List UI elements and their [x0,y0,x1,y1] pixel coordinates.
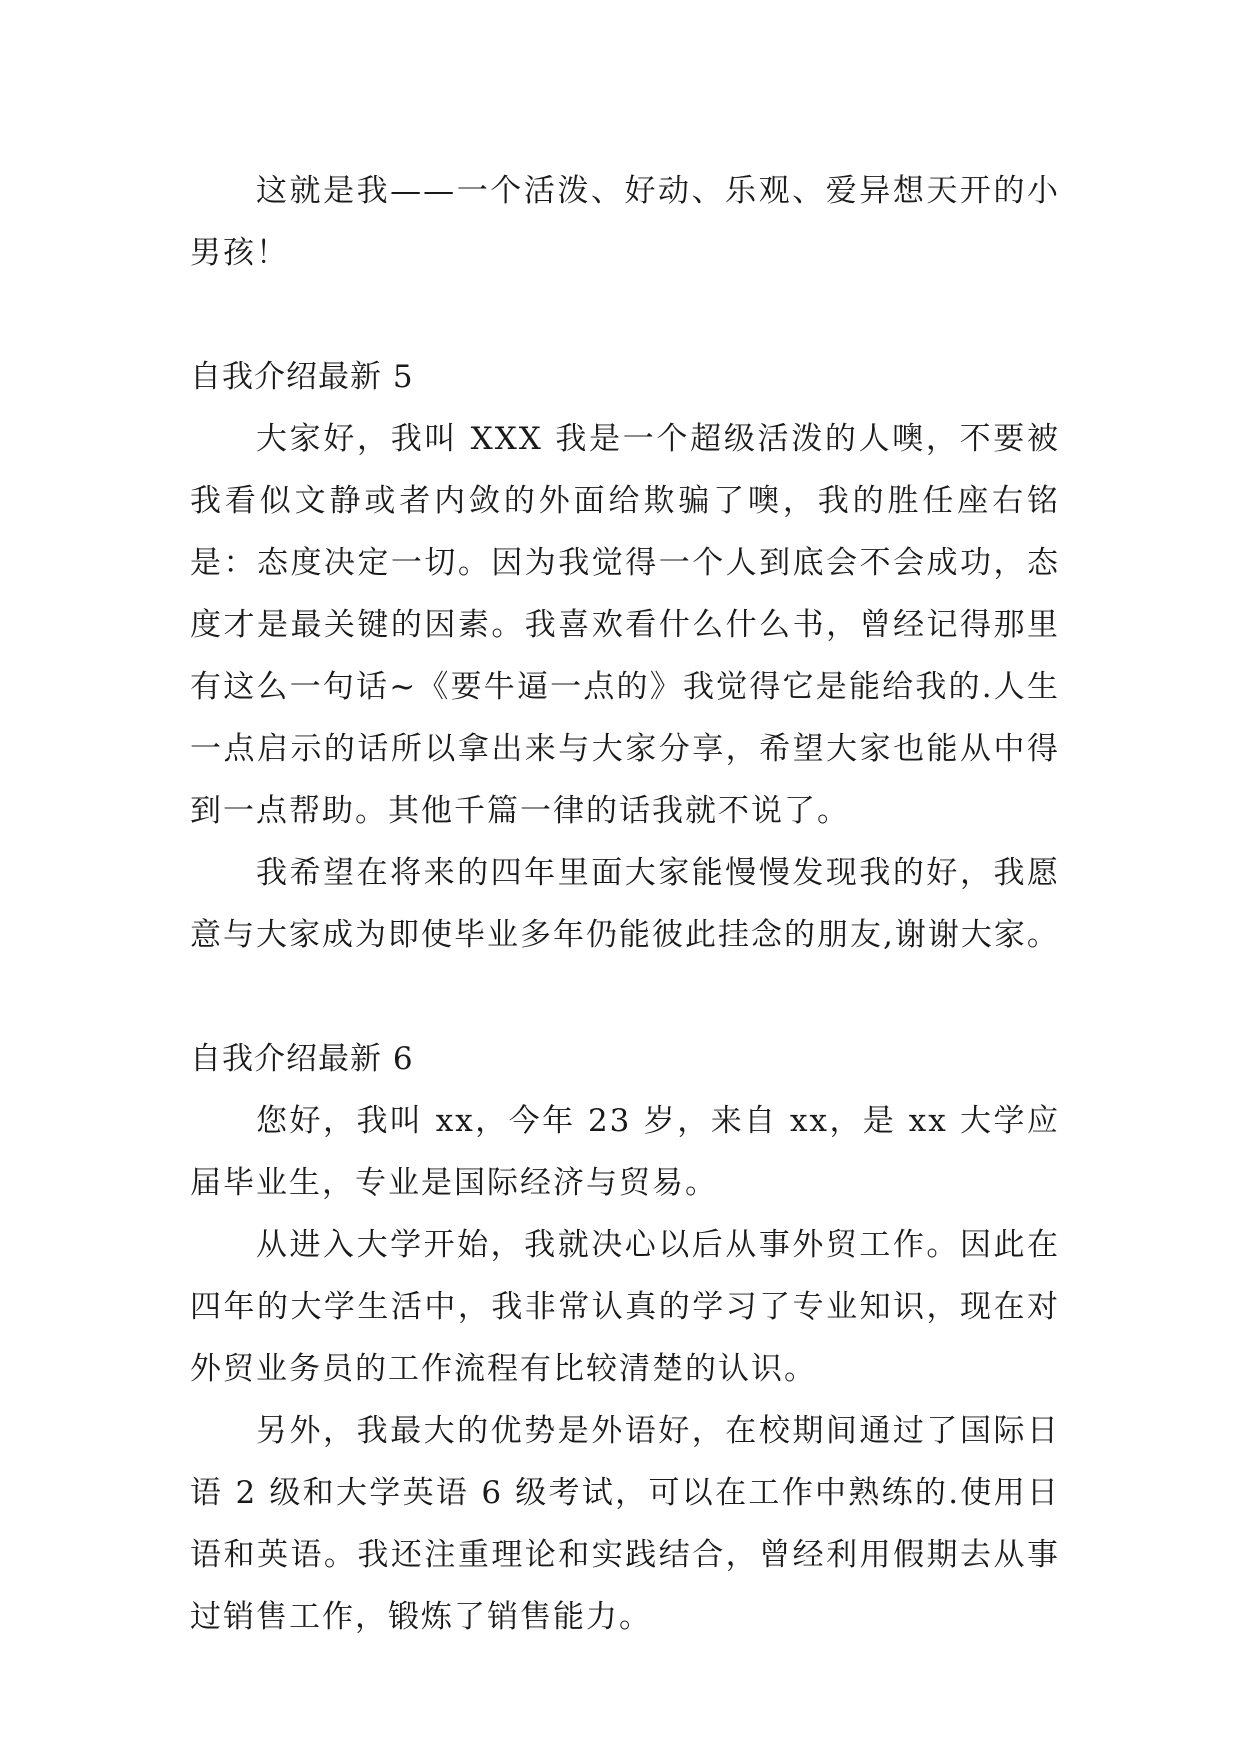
paragraph: 大家好，我叫 XXX 我是一个超级活泼的人噢，不要被我看似文静或者内敛的外面给欺骗了噢，我的胜任座右铭是：态度决定一切。因为我觉得一个人到底会不会成功，态度才是最关键的因素。我喜欢看什么什么书，曾经记得那里有这么一句话~《要牛逼一点的》我觉得它是能给我的.人生一点启示的话所以拿出来与大家分享，希望大家也能从中得到一点帮助。其他千篇一律的话我就不说了。 [190,421,1060,829]
section-heading: 自我介绍最新 6 [190,1041,414,1077]
paragraph: 我希望在将来的四年里面大家能慢慢发现我的好，我愿意与大家成为即使毕业多年仍能彼此挂念的朋友,谢谢大家。 [190,855,1060,953]
paragraph: 另外，我最大的优势是外语好，在校期间通过了国际日语 2 级和大学英语 6 级考试，可以在工作中熟练的.使用日语和英语。我还注重理论和实践结合，曾经利用假期去从事过销售工作，锻炼了销售能力。 [190,1413,1060,1635]
paragraph: 您好，我叫 xx，今年 23 岁，来自 xx，是 xx 大学应届毕业生，专业是国际经济与贸易。 [190,1103,1060,1201]
document-body [190,160,1060,1648]
section-spacer [190,966,1060,1028]
section-heading: 自我介绍最新 5 [190,359,414,395]
paragraph: 这就是我——一个活泼、好动、乐观、爱异想天开的小男孩！ [190,173,1060,271]
paragraph: 从进入大学开始，我就决心以后从事外贸工作。因此在四年的大学生活中，我非常认真的学习了专业知识，现在对外贸业务员的工作流程有比较清楚的认识。 [190,1227,1060,1387]
section-spacer [190,284,1060,346]
